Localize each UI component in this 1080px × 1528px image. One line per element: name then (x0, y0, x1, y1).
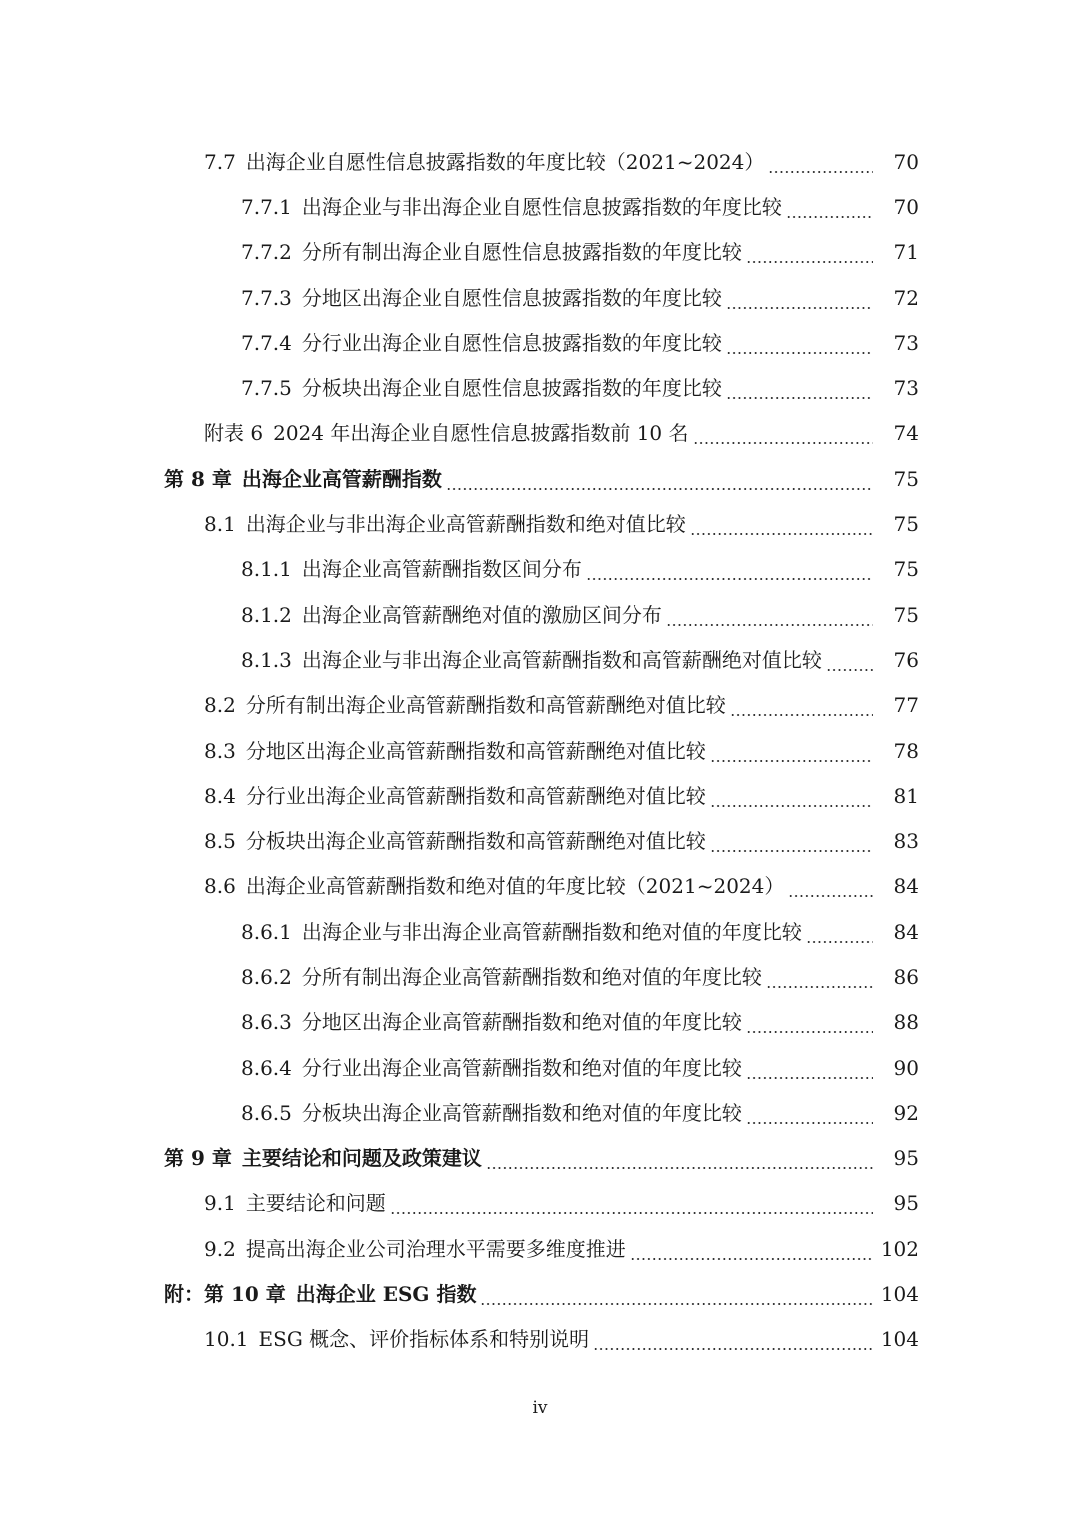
toc-entry-page: 70 (893, 149, 919, 174)
toc-entry-page: 84 (893, 919, 919, 944)
toc-entry-title: 出海企业与非出海企业自愿性信息披露指数的年度比较 (301, 194, 782, 219)
toc-entry[interactable] (0, 637, 1080, 682)
toc-entry[interactable] (0, 1317, 1080, 1362)
toc-entry-number: 8.1.3 (241, 647, 292, 672)
dot-leader (730, 697, 873, 717)
toc-entry-number: 7.7 (204, 149, 236, 174)
toc-entry-page: 75 (893, 466, 919, 491)
toc-entry-page: 92 (893, 1100, 919, 1125)
toc-entry[interactable] (0, 139, 1080, 184)
dot-leader (726, 335, 873, 355)
toc-entry-page: 104 (880, 1282, 919, 1307)
toc-entry-number: 8.6.1 (241, 919, 292, 944)
toc-entry-page: 78 (893, 738, 919, 763)
toc-entry[interactable] (0, 864, 1080, 909)
toc-entry-page: 86 (893, 964, 919, 989)
toc-entry[interactable] (0, 365, 1080, 410)
dot-leader (746, 1105, 873, 1125)
toc-entry-page: 73 (893, 376, 919, 401)
toc-entry-number: 8.1 (204, 512, 236, 537)
toc-entry[interactable] (0, 1000, 1080, 1045)
dot-leader (586, 561, 873, 581)
toc-entry-title: ESG 概念、评价指标体系和特别说明 (258, 1327, 590, 1352)
page-number: iv (532, 1398, 548, 1418)
toc-entry[interactable] (0, 909, 1080, 954)
toc-entry-page: 75 (893, 512, 919, 537)
toc-entry[interactable] (0, 773, 1080, 818)
toc-entry-number: 8.6 (204, 874, 236, 899)
toc-entry-number: 9.2 (204, 1236, 236, 1261)
toc-entry-page: 70 (893, 194, 919, 219)
toc-entry-page: 90 (893, 1055, 919, 1080)
toc-entry[interactable] (0, 1090, 1080, 1135)
toc-entry-title: 分所有制出海企业高管薪酬指数和绝对值的年度比较 (301, 964, 762, 989)
toc-chapter-number: 附：第 10 章 (164, 1282, 286, 1307)
toc-entry[interactable] (0, 1181, 1080, 1226)
dot-leader (746, 1060, 873, 1080)
toc-entry-title: 出海企业与非出海企业高管薪酬指数和绝对值的年度比较 (301, 919, 802, 944)
dot-leader (768, 154, 873, 174)
toc-entry-number: 7.7.5 (241, 376, 292, 401)
dot-leader (486, 1150, 873, 1170)
dot-leader (710, 788, 873, 808)
toc-entry-title: 分行业出海企业高管薪酬指数和高管薪酬绝对值比较 (245, 783, 706, 808)
toc-entry-title: 出海企业高管薪酬绝对值的激励区间分布 (301, 602, 662, 627)
toc-entry-page: 104 (880, 1327, 919, 1352)
toc-entry-title: 出海企业自愿性信息披露指数的年度比较（2021~2024） (245, 149, 765, 174)
toc-entry-title: 分地区出海企业高管薪酬指数和高管薪酬绝对值比较 (245, 738, 706, 763)
toc-entry-number: 附表 6 (204, 421, 264, 446)
toc-entry[interactable] (0, 728, 1080, 773)
dot-leader (766, 969, 873, 989)
toc-entry-title: 提高出海企业公司治理水平需要多维度推进 (245, 1236, 626, 1261)
dot-leader (693, 425, 873, 445)
dot-leader (746, 244, 873, 264)
toc-entry-number: 8.1.1 (241, 557, 292, 582)
toc-entry[interactable] (0, 1226, 1080, 1271)
toc-entry-title: 分所有制出海企业高管薪酬指数和高管薪酬绝对值比较 (245, 693, 726, 718)
toc-entry-page: 88 (893, 1010, 919, 1035)
toc-chapter-title: 出海企业高管薪酬指数 (241, 466, 442, 491)
dot-leader (630, 1241, 873, 1261)
toc-entry-number: 8.2 (204, 693, 236, 718)
toc-entry-number: 8.5 (204, 829, 236, 854)
toc-entry-page: 76 (893, 647, 919, 672)
toc-entry-title: 出海企业高管薪酬指数区间分布 (301, 557, 582, 582)
toc-entry-number: 8.6.2 (241, 964, 292, 989)
toc-entry[interactable] (0, 592, 1080, 637)
toc-chapter-number: 第 8 章 (164, 466, 232, 491)
toc-entry-title: 分行业出海企业高管薪酬指数和绝对值的年度比较 (301, 1055, 742, 1080)
toc-entry-number: 8.3 (204, 738, 236, 763)
toc-entry-number: 7.7.3 (241, 285, 292, 310)
toc-entry-number: 7.7.2 (241, 240, 292, 265)
dot-leader (826, 652, 873, 672)
table-of-contents (0, 139, 1080, 1362)
toc-entry[interactable] (0, 1045, 1080, 1090)
toc-entry-title: 分所有制出海企业自愿性信息披露指数的年度比较 (301, 240, 742, 265)
toc-entry-page: 71 (893, 240, 919, 265)
toc-entry-page: 81 (893, 783, 919, 808)
dot-leader (710, 833, 873, 853)
dot-leader (726, 380, 873, 400)
toc-chapter-entry[interactable] (0, 1271, 1080, 1316)
dot-leader (480, 1286, 873, 1306)
toc-entry-page: 72 (893, 285, 919, 310)
toc-entry[interactable] (0, 320, 1080, 365)
toc-entry-title: 2024 年出海企业自愿性信息披露指数前 10 名 (273, 421, 689, 446)
toc-entry-number: 10.1 (204, 1327, 249, 1352)
toc-entry[interactable] (0, 275, 1080, 320)
toc-chapter-number: 第 9 章 (164, 1146, 232, 1171)
toc-entry-page: 74 (893, 421, 919, 446)
toc-entry[interactable] (0, 501, 1080, 546)
dot-leader (690, 516, 873, 536)
toc-entry-title: 出海企业高管薪酬指数和绝对值的年度比较（2021~2024） (245, 874, 785, 899)
toc-entry-title: 出海企业与非出海企业高管薪酬指数和高管薪酬绝对值比较 (301, 647, 822, 672)
toc-entry-page: 95 (893, 1191, 919, 1216)
dot-leader (666, 607, 873, 627)
dot-leader (710, 743, 873, 763)
toc-entry-title: 分地区出海企业高管薪酬指数和绝对值的年度比较 (301, 1010, 742, 1035)
toc-entry[interactable] (0, 230, 1080, 275)
toc-chapter-title: 出海企业 ESG 指数 (295, 1282, 477, 1307)
toc-entry-number: 8.6.4 (241, 1055, 292, 1080)
dot-leader (786, 199, 873, 219)
toc-entry-number: 8.1.2 (241, 602, 292, 627)
toc-entry[interactable] (0, 818, 1080, 863)
dot-leader (806, 924, 873, 944)
toc-entry-page: 95 (893, 1146, 919, 1171)
dot-leader (390, 1195, 873, 1215)
dot-leader (446, 471, 873, 491)
toc-entry-number: 8.4 (204, 783, 236, 808)
dot-leader (726, 290, 873, 310)
toc-entry-page: 102 (880, 1236, 919, 1261)
toc-entry-page: 75 (893, 602, 919, 627)
toc-entry-title: 分板块出海企业高管薪酬指数和绝对值的年度比较 (301, 1100, 742, 1125)
toc-entry[interactable] (0, 411, 1080, 456)
toc-entry[interactable] (0, 547, 1080, 592)
toc-entry-title: 分地区出海企业自愿性信息披露指数的年度比较 (301, 285, 722, 310)
toc-entry-title: 主要结论和问题 (245, 1191, 386, 1216)
toc-chapter-entry[interactable] (0, 1136, 1080, 1181)
toc-entry-number: 9.1 (204, 1191, 236, 1216)
toc-entry-number: 8.6.5 (241, 1100, 292, 1125)
toc-entry-page: 75 (893, 557, 919, 582)
toc-entry[interactable] (0, 683, 1080, 728)
toc-entry-number: 7.7.1 (241, 194, 292, 219)
toc-entry[interactable] (0, 184, 1080, 229)
toc-entry[interactable] (0, 954, 1080, 999)
toc-chapter-title: 主要结论和问题及政策建议 (241, 1146, 482, 1171)
dot-leader (593, 1331, 873, 1351)
toc-entry-title: 分板块出海企业高管薪酬指数和高管薪酬绝对值比较 (245, 829, 706, 854)
toc-entry-page: 77 (893, 693, 919, 718)
toc-entry-page: 84 (893, 874, 919, 899)
dot-leader (788, 878, 873, 898)
toc-entry-number: 8.6.3 (241, 1010, 292, 1035)
dot-leader (746, 1014, 873, 1034)
toc-entry-title: 出海企业与非出海企业高管薪酬指数和绝对值比较 (245, 512, 686, 537)
toc-chapter-entry[interactable] (0, 456, 1080, 501)
toc-entry-page: 83 (893, 829, 919, 854)
toc-entry-page: 73 (893, 330, 919, 355)
toc-entry-title: 分行业出海企业自愿性信息披露指数的年度比较 (301, 330, 722, 355)
toc-entry-number: 7.7.4 (241, 330, 292, 355)
toc-entry-title: 分板块出海企业自愿性信息披露指数的年度比较 (301, 376, 722, 401)
